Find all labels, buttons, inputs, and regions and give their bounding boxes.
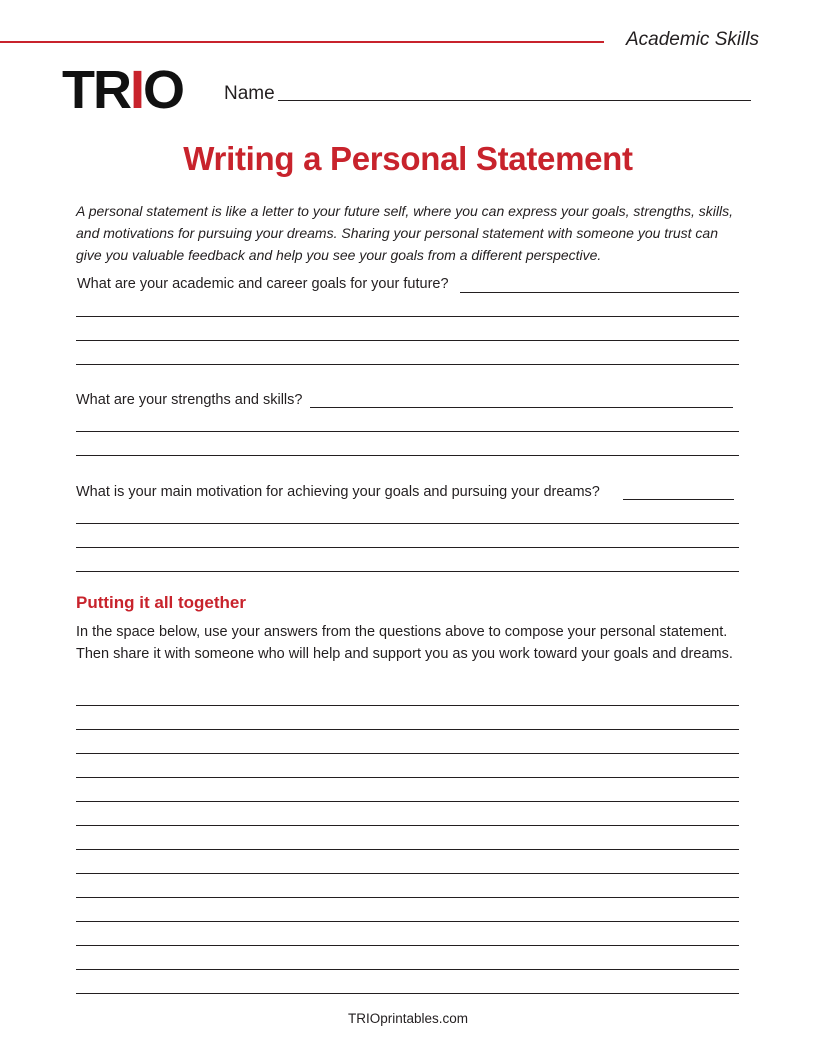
section-heading: Putting it all together xyxy=(76,593,246,612)
answer-line[interactable] xyxy=(76,455,739,456)
question-3: What is your main motivation for achieving your goals and pursuing your dreams? xyxy=(76,484,600,500)
writing-line[interactable] xyxy=(76,825,739,826)
header-rule xyxy=(0,41,604,43)
writing-line[interactable] xyxy=(76,777,739,778)
section-instructions: In the space below, use your answers from the questions above to compose your personal statement. Then share it with someone who will help and support you as you work toward your goals and dreams. xyxy=(76,624,733,662)
intro-paragraph: A personal statement is like a letter to your future self, where you can express your goals, strengths, skills, and motivations for pursuing your dreams. Sharing your personal statement with someone you trust can give you valuable feedback and help you see your goals from a different perspective. xyxy=(76,203,734,263)
answer-line[interactable] xyxy=(310,407,733,408)
writing-line[interactable] xyxy=(76,921,739,922)
answer-line[interactable] xyxy=(460,292,739,293)
writing-line[interactable] xyxy=(76,801,739,802)
footer-url: TRIOprintables.com xyxy=(347,1011,469,1026)
writing-line[interactable] xyxy=(76,945,739,946)
question-1: What are your academic and career goals for your future? xyxy=(77,276,449,292)
answer-line[interactable] xyxy=(623,499,734,500)
name-field[interactable] xyxy=(278,100,751,101)
writing-line[interactable] xyxy=(76,753,739,754)
writing-line[interactable] xyxy=(76,897,739,898)
writing-line[interactable] xyxy=(76,873,739,874)
trio-logo xyxy=(62,60,184,120)
answer-line[interactable] xyxy=(76,571,739,572)
writing-line[interactable] xyxy=(76,849,739,850)
writing-line[interactable] xyxy=(76,705,739,706)
name-label: Name xyxy=(224,83,275,104)
writing-line[interactable] xyxy=(76,729,739,730)
page-title: Writing a Personal Statement xyxy=(183,140,633,177)
writing-line[interactable] xyxy=(76,993,739,994)
answer-line[interactable] xyxy=(76,547,739,548)
question-2: What are your strengths and skills? xyxy=(76,392,303,408)
answer-line[interactable] xyxy=(76,523,739,524)
answer-line[interactable] xyxy=(76,431,739,432)
answer-line[interactable] xyxy=(76,364,739,365)
logo-part-tr: TR xyxy=(62,60,130,120)
logo-part-i: I xyxy=(129,60,143,120)
answer-line[interactable] xyxy=(76,340,739,341)
category-label: Academic Skills xyxy=(626,29,760,50)
logo-part-o: O xyxy=(143,60,184,120)
writing-line[interactable] xyxy=(76,969,739,970)
answer-line[interactable] xyxy=(76,316,739,317)
